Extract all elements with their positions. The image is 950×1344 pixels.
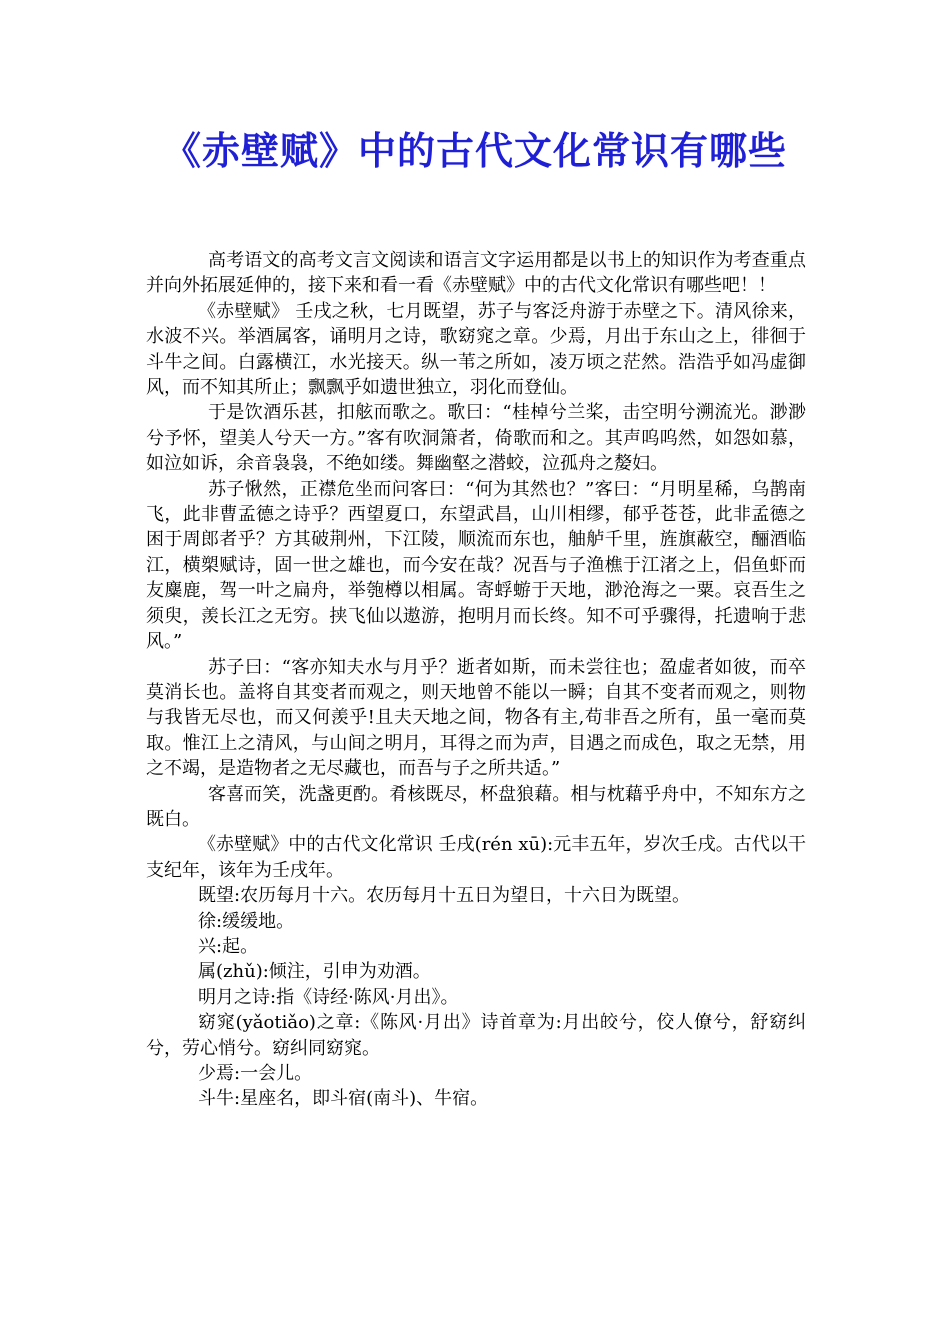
text-paragraph-2: 于是饮酒乐甚，扣舷而歌之。歌曰：“桂棹兮兰桨，击空明兮溯流光。渺渺兮予怀，望美人兮天一方。”客有吹洞箫者，倚歌而和之。其声呜呜然，如怨如慕，如泣如诉，余音袅袅，不绝如缕。舞幽壑之潜蛟，泣孤舟之嫠妇。 (146, 402, 806, 475)
document-body (146, 248, 806, 1112)
text-paragraph-5: 客喜而笑，洗盏更酌。肴核既尽，杯盘狼藉。相与枕藉乎舟中，不知东方之既白。 (146, 783, 806, 830)
note-xing: 兴:起。 (198, 935, 259, 957)
document-title: 《赤壁赋》中的古代文化常识有哪些 (162, 129, 787, 173)
note-yaotiao: 窈窕(yǎotiǎo)之章:《陈风·月出》诗首章为:月出皎兮，佼人僚兮，舒窈纠兮，劳心悄兮。窈纠同窈窕。 (146, 1012, 806, 1059)
text-paragraph-1: 《赤壁赋》 壬戌之秋，七月既望，苏子与客泛舟游于赤壁之下。清风徐来，水波不兴。举酒属客，诵明月之诗，歌窈窕之章。少焉，月出于东山之上，徘徊于斗牛之间。白露横江，水光接天。纵一苇之所如，凌万顷之茫然。浩浩乎如冯虚御风，而不知其所止；飘飘乎如遗世独立，羽化而登仙。 (146, 300, 806, 399)
note-douniu: 斗牛:星座名，即斗宿(南斗)、牛宿。 (198, 1088, 489, 1110)
note-zhu: 属(zhǔ):倾注，引申为劝酒。 (198, 961, 431, 983)
intro-paragraph: 高考语文的高考文言文阅读和语言文字运用都是以书上的知识作为考查重点并向外拓展延伸的，接下来和看一看《赤壁赋》中的古代文化常识有哪些吧！！ (146, 250, 806, 297)
note-jiwang: 既望:农历每月十六。农历每月十五日为望日，十六日为既望。 (198, 885, 691, 907)
text-paragraph-4: 苏子曰：“客亦知夫水与月乎？逝者如斯，而未尝往也；盈虚者如彼，而卒莫消长也。盖将自其变者而观之，则天地曾不能以一瞬；自其不变者而观之，则物与我皆无尽也，而又何羡乎!且夫天地之间，物各有主,苟非吾之所有，虽一毫而莫取。惟江上之清风，与山间之明月，耳得之而为声，目遇之而成色，取之无禁，用之不竭，是造物者之无尽藏也，而吾与子之所共适。” (146, 656, 806, 780)
note-mingyue: 明月之诗:指《诗经·陈风·月出》。 (198, 986, 459, 1008)
note-shaoyan: 少焉:一会儿。 (198, 1063, 313, 1084)
text-paragraph-3: 苏子愀然，正襟危坐而问客曰：“何为其然也？”客曰：“月明星稀，乌鹊南飞，此非曹孟德之诗乎？西望夏口，东望武昌，山川相缪，郁乎苍苍，此非孟德之困于周郎者乎？方其破荆州，下江陵，顺流而东也，舳舻千里，旌旗蔽空，酾酒临江，横槊赋诗，固一世之雄也，而今安在哉？况吾与子渔樵于江渚之上，侣鱼虾而友麋鹿，驾一叶之扁舟，举匏樽以相属。寄蜉蝣于天地，渺沧海之一粟。哀吾生之须臾，羡长江之无穷。挟飞仙以遨游，抱明月而长终。知不可乎骤得，托遗响于悲风。” (146, 478, 806, 653)
note-xu: 徐:缓缓地。 (198, 910, 295, 932)
notes-paragraph-renxu: 《赤壁赋》中的古代文化常识 壬戌(rén xū):元丰五年，岁次壬戌。古代以干支纪年，该年为壬戌年。 (146, 834, 806, 881)
